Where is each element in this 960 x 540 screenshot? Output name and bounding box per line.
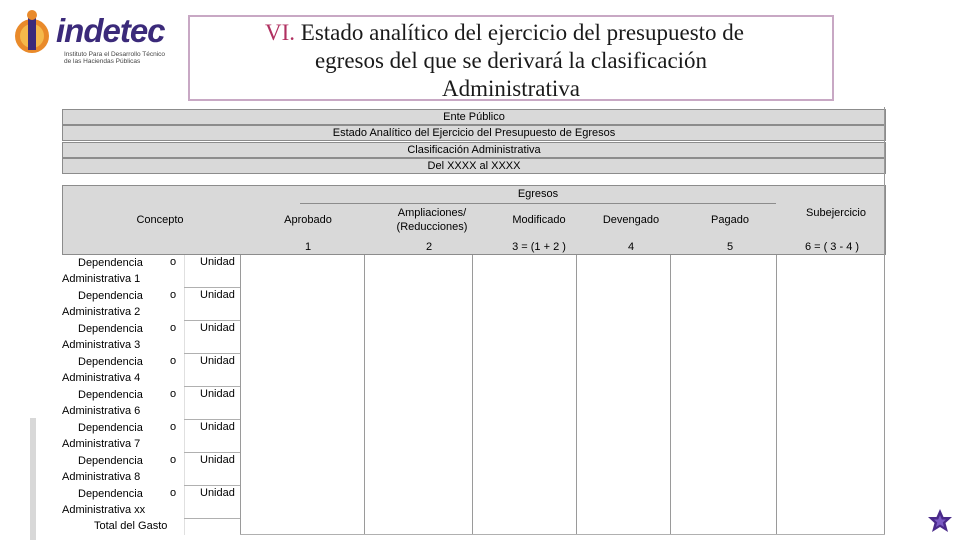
row-label-line-1: Dependencia (78, 290, 143, 302)
grid-line (576, 255, 577, 535)
title-line-1-text: Estado analítico del ejercicio del presupuesto de (300, 20, 745, 45)
row-label (62, 486, 145, 518)
row-connector: o (170, 487, 177, 499)
header-statement: Estado Analítico del Ejercicio del Presupuesto de Egresos (62, 125, 886, 141)
row-divider (184, 452, 240, 453)
row-label-line-1: Dependencia (78, 389, 143, 401)
row-label (62, 321, 143, 353)
formula-6: 6 = ( 3 - 4 ) (804, 241, 860, 253)
row-label (62, 420, 143, 452)
header-entity: Ente Público (62, 109, 886, 125)
slide-edge-decoration (30, 418, 36, 540)
row-connector: o (170, 454, 177, 466)
star-icon (926, 508, 954, 536)
row-divider (184, 386, 240, 387)
row-unit: Unidad (200, 289, 235, 301)
header-classification: Clasificación Administrativa (62, 142, 886, 158)
grid-line (472, 255, 473, 535)
row-divider (184, 419, 240, 420)
title-number: VI. (265, 20, 296, 45)
concepto-label: Concepto (136, 214, 184, 226)
title-line-3: Administrativa (442, 76, 580, 101)
row-label (62, 288, 143, 320)
col-pagado: Pagado (711, 214, 749, 226)
grid-line (184, 255, 185, 535)
header-period: Del XXXX al XXXX (62, 158, 886, 174)
row-connector: o (170, 355, 177, 367)
row-unit: Unidad (200, 487, 235, 499)
formula-4: 4 (627, 241, 635, 253)
row-divider (184, 485, 240, 486)
row-unit: Unidad (200, 454, 235, 466)
row-label-line-2: Administrativa xx (62, 504, 146, 516)
row-label-line-1: Dependencia (78, 356, 143, 368)
logo-subtitle-2: de las Haciendas Públicas (64, 58, 141, 65)
title-box (188, 15, 834, 101)
indetec-logo (10, 8, 190, 70)
row-label (62, 453, 143, 485)
row-connector: o (170, 322, 177, 334)
grid-line (364, 255, 365, 535)
row-unit: Unidad (200, 388, 235, 400)
logo-wordmark: indetec (56, 12, 165, 49)
row-label (62, 387, 143, 419)
col-ampliaciones: Ampliaciones/ (Reducciones) (396, 207, 468, 233)
row-label-line-1: Dependencia (78, 455, 143, 467)
row-unit: Unidad (200, 256, 235, 268)
row-divider (184, 518, 240, 519)
row-divider (184, 353, 240, 354)
egresos-label: Egresos (517, 188, 559, 200)
row-label-line-2: Administrativa 6 (62, 405, 141, 417)
col-subejercicio: Subejercicio (806, 207, 866, 219)
row-label-line-1: Dependencia (78, 422, 143, 434)
title-line-1 (190, 19, 832, 47)
row-label (62, 255, 143, 287)
row-label-line-1: Dependencia (78, 488, 143, 500)
grid-line (670, 255, 671, 535)
formula-5: 5 (726, 241, 734, 253)
row-connector: o (170, 421, 177, 433)
row-unit: Unidad (200, 421, 235, 433)
grid-line (884, 107, 885, 535)
formula-2: 2 (425, 241, 433, 253)
row-connector: o (170, 289, 177, 301)
analytic-table (62, 107, 886, 537)
page-title (190, 19, 832, 103)
row-label-line-2: Administrativa 2 (62, 306, 141, 318)
logo-subtitle-1: Instituto Para el Desarrollo Técnico (64, 51, 166, 58)
row-label-line-2: Administrativa 3 (62, 339, 141, 351)
row-unit: Unidad (200, 322, 235, 334)
grid-line (776, 255, 777, 535)
formula-1: 1 (304, 241, 312, 253)
row-label-line-2: Administrativa 8 (62, 471, 141, 483)
logo-globe-icon (10, 8, 60, 58)
row-label-line-2: Administrativa 7 (62, 438, 141, 450)
col-aprobado: Aprobado (284, 214, 332, 226)
row-unit: Unidad (200, 355, 235, 367)
row-connector: o (170, 256, 177, 268)
grid-bottom (240, 534, 885, 535)
row-label-line-2: Administrativa 4 (62, 372, 141, 384)
col-modificado: Modificado (512, 214, 566, 226)
title-line-2: egresos del que se derivará la clasificación (314, 48, 708, 73)
total-label: Total del Gasto (94, 520, 168, 532)
col-devengado: Devengado (602, 214, 660, 226)
formula-3: 3 = (1 + 2 ) (512, 241, 566, 253)
row-label-line-1: Dependencia (78, 323, 143, 335)
row-label-line-2: Administrativa 1 (62, 273, 141, 285)
row-label (62, 354, 143, 386)
egresos-underline (300, 203, 776, 204)
row-label-line-1: Dependencia (78, 257, 143, 269)
row-divider (184, 320, 240, 321)
grid-line (240, 255, 241, 535)
row-divider (184, 287, 240, 288)
row-connector: o (170, 388, 177, 400)
